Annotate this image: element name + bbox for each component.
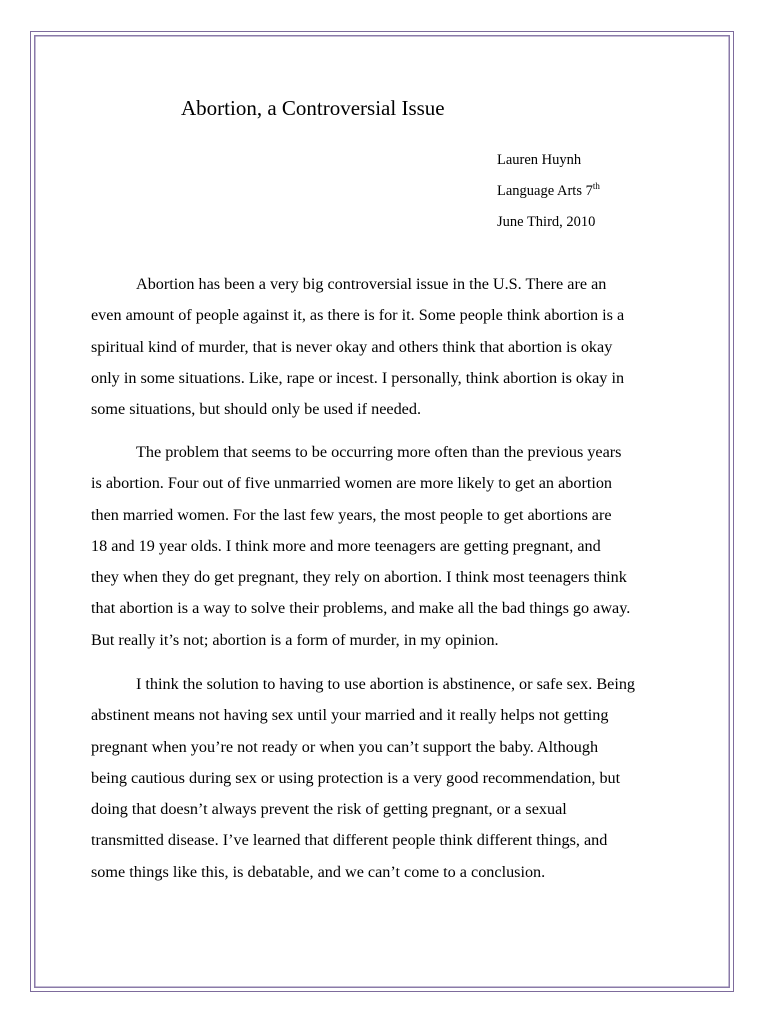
paragraph-2 bbox=[91, 437, 691, 656]
paragraph-3 bbox=[91, 669, 691, 888]
paragraph-line: transmitted disease. I’ve learned that different people think different things, and bbox=[91, 831, 608, 850]
paragraph-line: The problem that seems to be occurring more often than the previous years bbox=[136, 443, 622, 461]
document-date: June Third, 2010 bbox=[497, 214, 596, 230]
paragraph-line: spiritual kind of murder, that is never okay and others think that abortion is okay bbox=[91, 337, 613, 356]
course-grade-suffix: th bbox=[592, 181, 600, 192]
course-name: Language Arts 7 bbox=[497, 183, 593, 199]
paragraph-line: they when they do get pregnant, they rely on abortion. I think most teenagers think bbox=[91, 568, 627, 587]
paragraph-line: some situations, but should only be used if needed. bbox=[91, 400, 422, 419]
paragraph-line: that abortion is a way to solve their problems, and make all the bad things go away. bbox=[91, 599, 631, 618]
paragraph-line: being cautious during sex or using protection is a very good recommendation, but bbox=[91, 768, 621, 787]
paragraph-line: I think the solution to having to use abortion is abstinence, or safe sex. Being bbox=[136, 675, 636, 693]
author-name: Lauren Huynh bbox=[497, 152, 582, 168]
paragraph-line: 18 and 19 year olds. I think more and more teenagers are getting pregnant, and bbox=[91, 536, 601, 555]
paragraph-line: doing that doesn’t always prevent the risk of getting pregnant, or a sexual bbox=[91, 800, 567, 819]
paragraph-line: only in some situations. Like, rape or incest. I personally, think abortion is okay in bbox=[91, 368, 625, 387]
course-line bbox=[497, 181, 600, 201]
paragraph-line: abstinent means not having sex until your married and it really helps not getting bbox=[91, 706, 609, 725]
paragraph-line: some things like this, is debatable, and we can’t come to a conclusion. bbox=[91, 862, 546, 881]
paragraph-line: pregnant when you’re not ready or when you can’t support the baby. Although bbox=[91, 737, 599, 756]
paragraph-line: is abortion. Four out of five unmarried women are more likely to get an abortion bbox=[91, 474, 613, 493]
document-title: Abortion, a Controversial Issue bbox=[181, 96, 445, 120]
paragraph-line: then married women. For the last few years, the most people to get abortions are bbox=[91, 505, 612, 524]
paragraph-line: Abortion has been a very big controversial issue in the U.S. There are an bbox=[136, 275, 607, 293]
paragraph-1 bbox=[91, 269, 691, 425]
paragraph-line: even amount of people against it, as there is for it. Some people think abortion is a bbox=[91, 306, 625, 325]
paragraph-line: But really it’s not; abortion is a form of murder, in my opinion. bbox=[91, 630, 499, 649]
